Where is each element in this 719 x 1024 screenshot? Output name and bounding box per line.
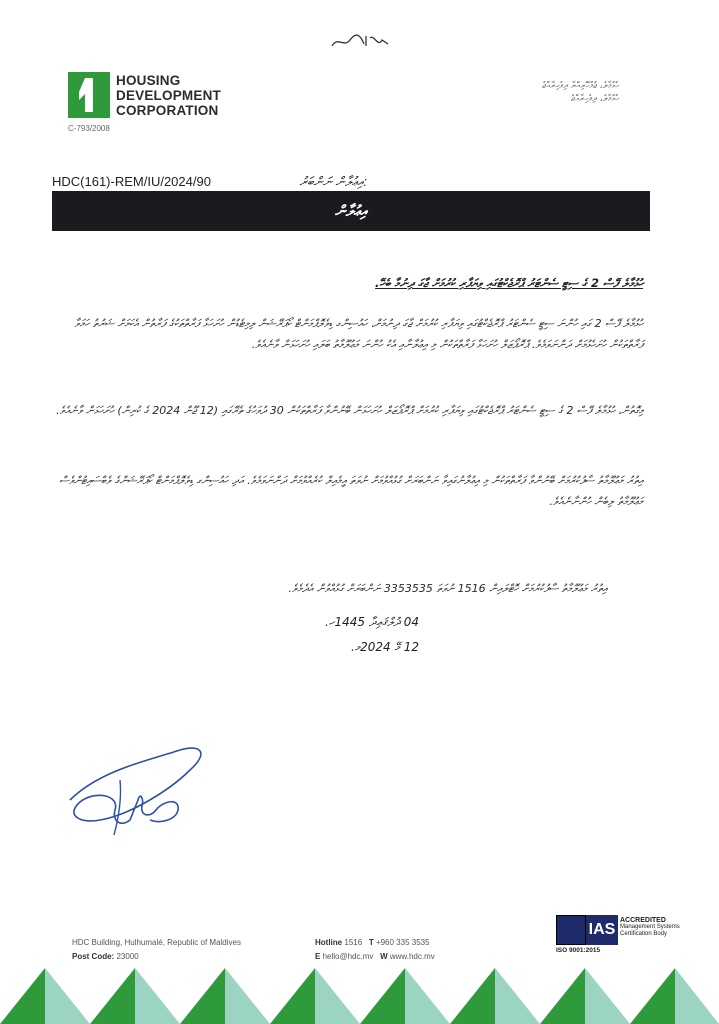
accredited-line: Management Systems bbox=[620, 924, 680, 930]
paragraph-1: ހުޅުމާލެ ފޭސް 2 ގައި ހުންނަ ސިޓީ ސެންޓަރު ޕްރޮޖެކްޓުގައި ވިޔަފާރި ކުރުމަށް ޖާގަ ދިނުމަށް، ހައުސިންގ ޑިވެލޮޕްމަންޓް ކޯޕަރޭޝަން ލިމިޓެޑުން ހުށަހަޅާ ފަރާތްތަކުގެ ފަރާތުން އެކަމަށް ޝަރުތު ހަމަވާ ފަރާތްތަކުން ހުށަހެޅުމަށް ދަންނަވަމެވެ. ޕްރޮޕޯޒަލް ހުށަހަޅާ ފަރާތްތަކުން މި އިޢުލާނާއި އެކު ހުންނަ މަޢުލޫމާތު ބަލައި ހުށަހަޅަން ވާނެއެވެ. bbox=[74, 317, 643, 351]
footer-address-block bbox=[72, 936, 241, 964]
ias-mark: IAS bbox=[586, 915, 618, 945]
paragraph-3: އިތުރު މަޢުލޫމާތު ސާފުކުރުމަށް ބޭނުންވާ ފަރާތްތަކުން މި އިޢުލާނުގައިވާ ނަންބަރަށް ގުޅުއްވުމަށް ނުވަތަ އީމެއިލް ކުރެއްވުމަށް ދަންނަވަމެވެ. އަދި ހައުސިންގ ޑިވެލޮޕްމަންޓް ކޯޕަރޭޝަންގެ ވެބްސައިޓުންވެސް މަޢުލޫމާތު ލިބެން ހުންނާނެއެވެ. bbox=[59, 474, 643, 508]
accredited-line: Certification Body bbox=[620, 931, 668, 937]
paragraph-2: މިގޮތުން، ހުޅުމާލެ ފޭސް 2 ގެ ސިޓީ ސެންޓަރު ޕްރޮޖެކްޓުގައި ވިޔަފާރި ކުރުމަށް ޕްރޮޕޯޒަލް ހުށަހަޅަން ބޭނުންވާ ފަރާތްތަކުން 30 ދުވަހުގެ ތެރޭގައި (12 ޖޫން 2024 ގެ ކުރިން) ހުށަހަޅަން ވާނެއެވެ. bbox=[56, 404, 643, 417]
date-gregorian: 12 މޭ 2024މ. bbox=[350, 640, 419, 654]
accreditation-seal-icon bbox=[556, 915, 586, 945]
contact-line: އިތުރު މަޢުލޫމާތު ސާފުކުރުމަށް ހޮޓްލައިން 1516 ނުވަތަ 3353535 ނަންބަރަށް ގުޅުއްވުން އެދެމެވެ. bbox=[288, 582, 607, 595]
web-row bbox=[315, 950, 435, 964]
footer-address: HDC Building, Hulhumalé, Republic of Maldives bbox=[72, 938, 241, 947]
reference-code: HDC(161)-REM/IU/2024/90 bbox=[52, 174, 211, 189]
email-label: E bbox=[315, 952, 321, 961]
address-line: ހުޅުމާލެ، ޖުމްހޫރިއްޔާ ދިވެހިރާއްޖެ bbox=[542, 81, 619, 91]
post-code-label: Post Code: bbox=[72, 952, 115, 961]
hotline-label: Hotline bbox=[315, 938, 343, 947]
tel-number: +960 335 3535 bbox=[375, 938, 430, 947]
hdc-logo-icon bbox=[68, 72, 110, 118]
announcement-headline: ހުޅުމާލެ ފޭސް 2 ގެ ސިޓީ ސެންޓަރު ޕްރޮޖެކްޓުގައި ވިޔަފާރި ކުރުމަށް ޖާގަ ދިނުމާ ބެހޭ. bbox=[375, 276, 643, 290]
accredited-line: ACCREDITED bbox=[620, 917, 666, 924]
logo-line: CORPORATION bbox=[116, 103, 219, 118]
reference-label: އިޢުލާން ނަންބަރު: bbox=[299, 174, 367, 189]
date-hijri: 04 ޛުލްޤަޢިދާ 1445ހ. bbox=[324, 615, 419, 629]
footer-contact-block bbox=[315, 936, 435, 964]
ias-accreditation-logo bbox=[556, 915, 618, 945]
hotline-number: 1516 bbox=[344, 938, 363, 947]
banner-title: އިޢުލާން bbox=[334, 202, 368, 220]
email-link[interactable]: hello@hdc.mv bbox=[322, 952, 374, 961]
phone-row bbox=[315, 936, 435, 950]
website-link[interactable]: www.hdc.mv bbox=[389, 952, 435, 961]
post-code: 23000 bbox=[116, 952, 139, 961]
tel-label: T bbox=[368, 938, 374, 947]
iso-certification: ISO 9001:2015 bbox=[556, 947, 601, 954]
address-line: ހުޅުމާލެ، ދިވެހިރާއްޖެ bbox=[571, 94, 619, 104]
web-label: W bbox=[380, 952, 388, 961]
logo-line: HOUSING bbox=[116, 73, 181, 88]
title-banner bbox=[52, 191, 650, 231]
pattern-tiles bbox=[0, 968, 719, 1024]
logo-wordmark bbox=[116, 73, 221, 118]
signature-image bbox=[60, 740, 220, 840]
registration-number: C-793/2008 bbox=[68, 124, 110, 133]
reference-row bbox=[52, 174, 367, 190]
dhivehi-address bbox=[459, 80, 619, 106]
accreditation-text bbox=[620, 917, 680, 938]
bismillah-calligraphy bbox=[330, 30, 390, 52]
footer-pattern bbox=[0, 968, 719, 1024]
logo-line: DEVELOPMENT bbox=[116, 88, 221, 103]
post-code-row bbox=[72, 950, 241, 964]
